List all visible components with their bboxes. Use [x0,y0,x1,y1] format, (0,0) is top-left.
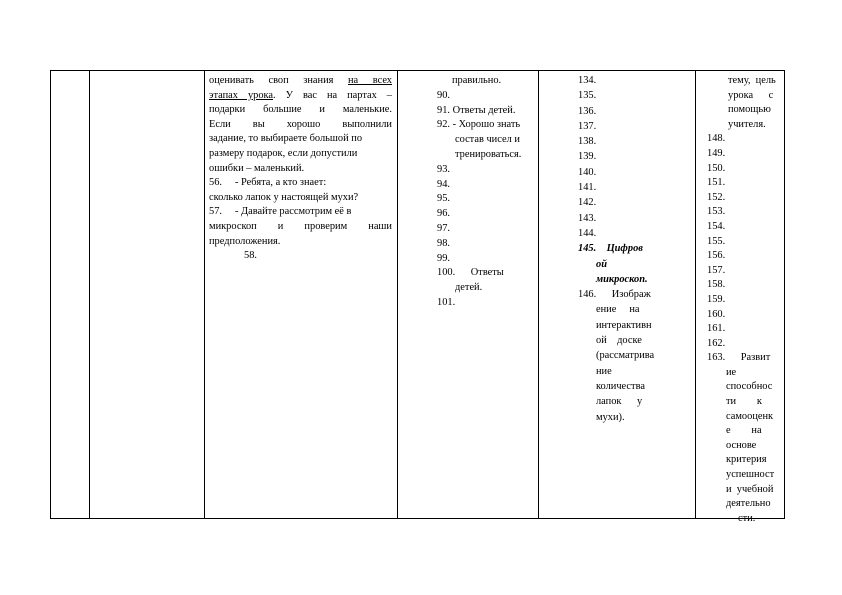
text-line: сколько лапок у настоящей мухи? [209,191,359,203]
list-item: 99. [437,252,450,264]
text-line: ние [596,365,612,377]
lesson-plan-table [50,70,785,524]
list-item: 134. [578,75,597,86]
list-item: 157. [707,264,726,276]
text-line: микроскоп и проверим наши [209,220,392,232]
text-line: задание, то выбираете большой по [209,133,363,145]
list-item: 146. Изображ [578,289,651,301]
text-line: самооценк [726,410,774,422]
text-line: количества [596,380,645,392]
list-item: 98. [437,237,450,249]
list-item: 156. [707,250,726,262]
underlined-text: этапах урока [209,89,274,101]
list-item: 143. [578,212,597,224]
list-item: 137. [578,120,597,132]
list-item: 94. [437,178,450,190]
text-line: тренироваться. [455,148,522,160]
column-divider [695,71,696,518]
text-line: . У вас на партах – [273,89,392,101]
text-line: ой доске [596,335,642,347]
text-line: помощью [728,104,771,116]
column-divider [397,71,398,518]
text-line: микроскоп. [596,273,648,285]
list-item: 162. [707,337,726,349]
list-item-57: 57. - Давайте рассмотрим её в [209,206,352,218]
text-line: успешност [726,469,775,481]
list-item: 90. [437,89,450,101]
list-item: 158. [707,279,726,291]
underlined-text: на всех [347,75,392,86]
list-item: 153. [707,206,726,218]
list-item: 154. [707,220,726,232]
list-item: 93. [437,163,450,175]
text-line: сти. [738,512,756,524]
list-item: 155. [707,235,726,247]
text-line: подарки большие и маленькие. [209,104,392,116]
text-line: лапок у [596,396,643,408]
list-item: 139. [578,151,597,163]
list-item: 100. Ответы [437,267,504,279]
text-line: урока с [728,89,774,101]
list-item: 161. [707,323,726,335]
column-divider [89,71,90,518]
list-item: 151. [707,177,726,189]
list-item: 135. [578,90,597,102]
list-item: 92. - Хорошо знать [437,119,521,131]
list-item-56: 56. - Ребята, а кто знает: [209,177,327,189]
list-item: 140. [578,166,597,178]
text-line: тему, цель [728,75,776,86]
column-divider [538,71,539,518]
list-item-heading: 145. Цифров [578,243,643,255]
text-line: ение на [596,304,640,316]
text-line: размеру подарок, если допустили [209,147,358,159]
student-activity-cell [402,74,534,311]
text-line: детей. [455,282,483,294]
teacher-activity-cell [209,74,392,264]
list-item: 91. Ответы детей. [437,104,516,116]
list-item: 97. [437,222,450,234]
text-line: критерия [726,454,767,466]
list-item: 141. [578,182,597,194]
list-item: 101. [437,296,456,308]
outcomes-cell [700,74,784,526]
list-item: 159. [707,293,726,305]
list-item: 152. [707,191,726,203]
text-line: е на [726,425,762,437]
tools-cell [543,74,691,426]
text-line: основе [726,439,757,451]
text-line: Если вы хорошо выполнили [209,118,392,130]
text-line: способнос [726,381,773,393]
list-item: 149. [707,147,726,159]
text-line: учителя. [728,118,766,130]
list-item: 144. [578,227,597,239]
text-line: интерактивн [596,319,652,331]
text-line: (рассматрива [596,350,655,362]
text-line: ти к [726,396,762,408]
list-item: 163. Развит [707,352,771,364]
list-item: 160. [707,308,726,320]
text-line: и учебной [726,483,774,495]
text-line: предположения. [209,235,281,247]
list-item: 142. [578,197,597,209]
list-item: 138. [578,136,597,148]
list-item: 148. [707,133,726,145]
list-item-58: 58. [244,250,257,262]
text-line: деятельно [726,498,771,510]
text-line: ошибки – маленький. [209,162,305,174]
text-line: ой [596,258,607,270]
text-line: мухи). [596,411,625,423]
text-line: оценивать своп знания [209,75,348,86]
list-item: 136. [578,105,597,117]
list-item: 150. [707,162,726,174]
text-line: правильно. [452,75,502,86]
column-divider [204,71,205,518]
list-item: 96. [437,208,450,220]
text-line: ие [726,366,737,378]
list-item: 95. [437,193,450,205]
text-line: состав чисел и [455,134,520,146]
